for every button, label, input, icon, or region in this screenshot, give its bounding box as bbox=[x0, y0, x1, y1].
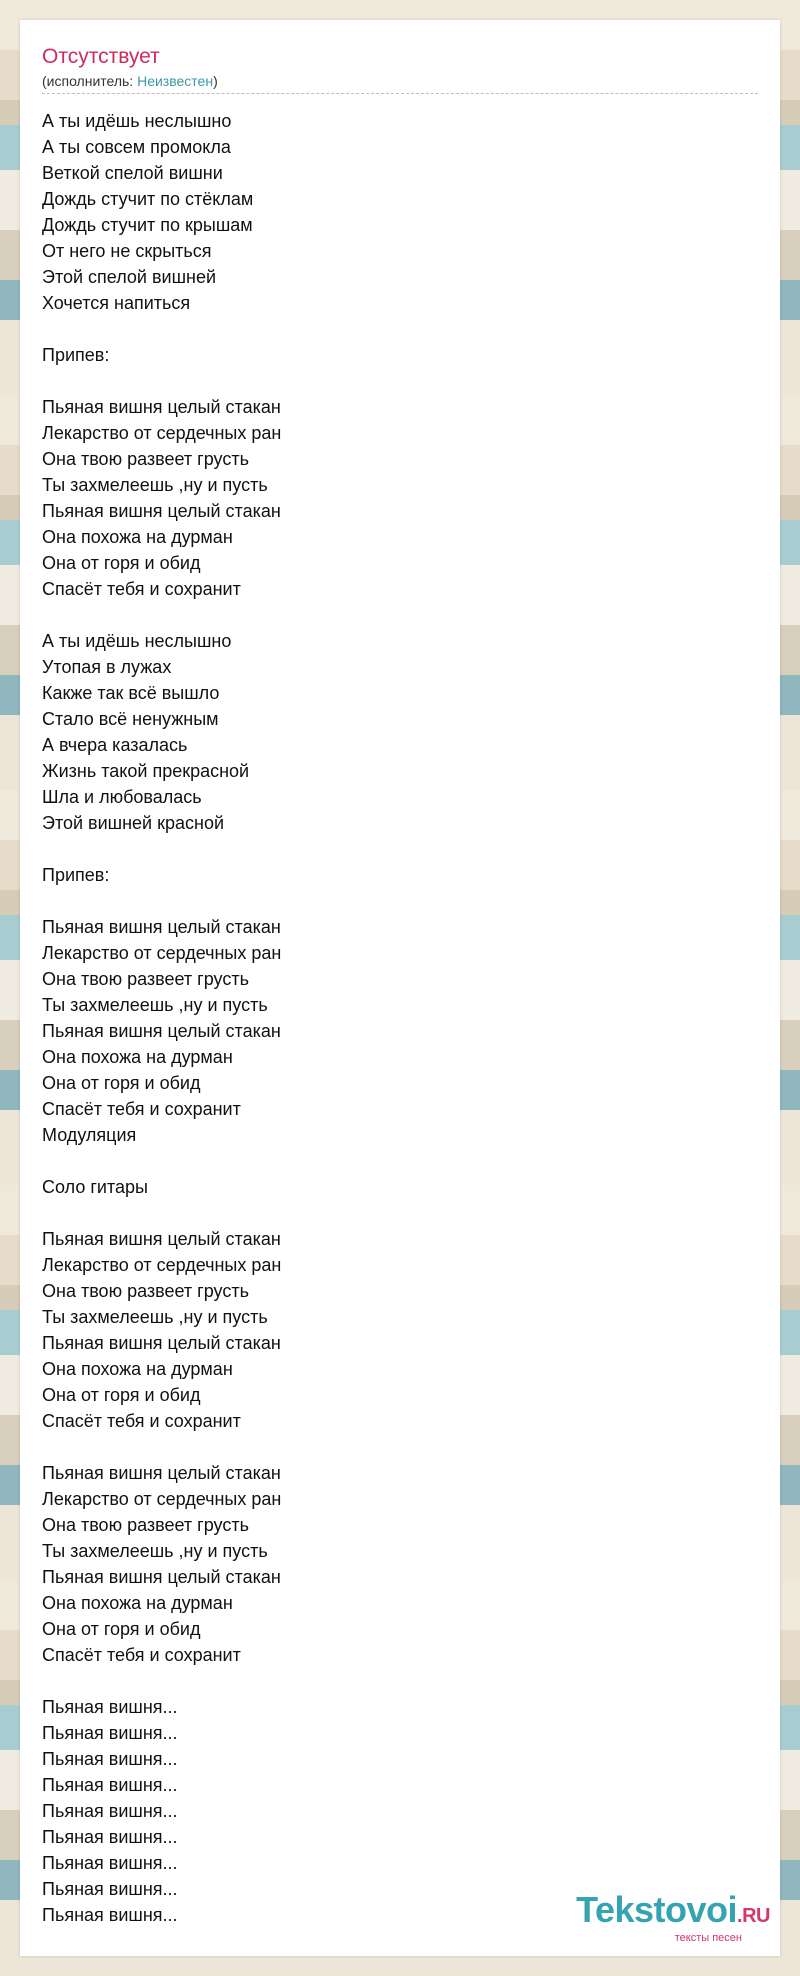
lyric-line: Пьяная вишня... bbox=[42, 1775, 178, 1795]
lyric-line: А ты совсем промокла bbox=[42, 137, 231, 157]
lyric-line bbox=[42, 1200, 758, 1226]
lyric-line: Шла и любовалась bbox=[42, 787, 202, 807]
site-logo[interactable] bbox=[576, 1889, 770, 1944]
lyric-line: Утопая в лужах bbox=[42, 657, 172, 677]
lyric-line: Она твою развеет грусть bbox=[42, 449, 249, 469]
lyric-line: Пьяная вишня целый стакан bbox=[42, 1333, 281, 1353]
lyrics-text bbox=[42, 108, 758, 1928]
song-meta bbox=[42, 72, 758, 94]
lyric-line bbox=[42, 316, 758, 342]
lyric-line: Соло гитары bbox=[42, 1177, 148, 1197]
lyric-line: Веткой спелой вишни bbox=[42, 163, 223, 183]
lyric-line: Пьяная вишня целый стакан bbox=[42, 1021, 281, 1041]
lyric-line: Пьяная вишня... bbox=[42, 1879, 178, 1899]
lyric-line bbox=[42, 602, 758, 628]
lyric-line: Она от горя и обид bbox=[42, 553, 201, 573]
lyric-line: От него не скрыться bbox=[42, 241, 212, 261]
lyric-line: Пьяная вишня целый стакан bbox=[42, 1229, 281, 1249]
lyric-line: Пьяная вишня... bbox=[42, 1905, 178, 1925]
lyric-line: Она похожа на дурман bbox=[42, 1359, 233, 1379]
lyric-line: Пьяная вишня... bbox=[42, 1801, 178, 1821]
lyric-line: Пьяная вишня целый стакан bbox=[42, 501, 281, 521]
lyric-line: Она твою развеет грусть bbox=[42, 1281, 249, 1301]
lyric-line bbox=[42, 1668, 758, 1694]
lyric-line: Лекарство от сердечных ран bbox=[42, 1489, 282, 1509]
lyric-line: Пьяная вишня... bbox=[42, 1749, 178, 1769]
lyric-line bbox=[42, 368, 758, 394]
lyric-line: Ты захмелеешь ,ну и пусть bbox=[42, 1541, 268, 1561]
lyric-line: Она похожа на дурман bbox=[42, 1593, 233, 1613]
lyric-line: Лекарство от сердечных ран bbox=[42, 943, 282, 963]
lyric-line: Ты захмелеешь ,ну и пусть bbox=[42, 475, 268, 495]
lyric-line bbox=[42, 836, 758, 862]
meta-suffix: ) bbox=[213, 73, 218, 89]
lyric-line: Пьяная вишня целый стакан bbox=[42, 397, 281, 417]
lyric-line bbox=[42, 1148, 758, 1174]
lyric-line: Пьяная вишня целый стакан bbox=[42, 1463, 281, 1483]
lyric-line: Модуляция bbox=[42, 1125, 137, 1145]
lyric-line: Жизнь такой прекрасной bbox=[42, 761, 250, 781]
artist-link[interactable]: Неизвестен bbox=[137, 73, 214, 89]
lyric-line: Пьяная вишня... bbox=[42, 1697, 178, 1717]
lyric-line: Ты захмелеешь ,ну и пусть bbox=[42, 1307, 268, 1327]
lyric-line: Она похожа на дурман bbox=[42, 1047, 233, 1067]
lyric-line: Пьяная вишня целый стакан bbox=[42, 917, 281, 937]
lyric-line: Припев: bbox=[42, 865, 110, 885]
lyric-line: Спасёт тебя и сохранит bbox=[42, 1645, 241, 1665]
logo-name: Tekstovoi bbox=[576, 1889, 738, 1930]
lyric-line: Пьяная вишня... bbox=[42, 1853, 178, 1873]
lyric-line bbox=[42, 1434, 758, 1460]
lyric-line: Спасёт тебя и сохранит bbox=[42, 1411, 241, 1431]
lyric-line: Этой вишней красной bbox=[42, 813, 225, 833]
lyric-line: Она похожа на дурман bbox=[42, 527, 233, 547]
lyric-line: А ты идёшь неслышно bbox=[42, 111, 232, 131]
lyric-line: Этой спелой вишней bbox=[42, 267, 217, 287]
lyric-line: Лекарство от сердечных ран bbox=[42, 1255, 282, 1275]
lyric-line: Ты захмелеешь ,ну и пусть bbox=[42, 995, 268, 1015]
lyric-line: Спасёт тебя и сохранит bbox=[42, 1099, 241, 1119]
logo-wordmark bbox=[576, 1889, 770, 1934]
lyric-line: Спасёт тебя и сохранит bbox=[42, 579, 241, 599]
logo-tagline: тексты песен bbox=[674, 1932, 742, 1944]
meta-prefix: (исполнитель: bbox=[42, 73, 138, 89]
lyric-line: Она от горя и обид bbox=[42, 1385, 201, 1405]
lyric-line: А вчера казалась bbox=[42, 735, 188, 755]
lyric-line bbox=[42, 888, 758, 914]
lyric-line: А ты идёшь неслышно bbox=[42, 631, 232, 651]
lyric-line: Дождь стучит по крышам bbox=[42, 215, 253, 235]
lyric-line: Дождь стучит по стёклам bbox=[42, 189, 254, 209]
lyric-line: Лекарство от сердечных ран bbox=[42, 423, 282, 443]
logo-tld: .RU bbox=[737, 1905, 770, 1927]
lyric-line: Она твою развеет грусть bbox=[42, 969, 249, 989]
lyric-line: Стало всё ненужным bbox=[42, 709, 219, 729]
lyrics-card bbox=[20, 20, 780, 1956]
lyric-line: Пьяная вишня... bbox=[42, 1723, 178, 1743]
lyric-line: Она твою развеет грусть bbox=[42, 1515, 249, 1535]
lyric-line: Хочется напиться bbox=[42, 293, 191, 313]
lyric-line: Она от горя и обид bbox=[42, 1619, 201, 1639]
lyric-line: Пьяная вишня целый стакан bbox=[42, 1567, 281, 1587]
lyric-line: Какже так всё вышло bbox=[42, 683, 220, 703]
lyric-line: Припев: bbox=[42, 345, 110, 365]
song-title: Отсутствует bbox=[42, 45, 160, 68]
lyric-line: Пьяная вишня... bbox=[42, 1827, 178, 1847]
lyric-line: Она от горя и обид bbox=[42, 1073, 201, 1093]
